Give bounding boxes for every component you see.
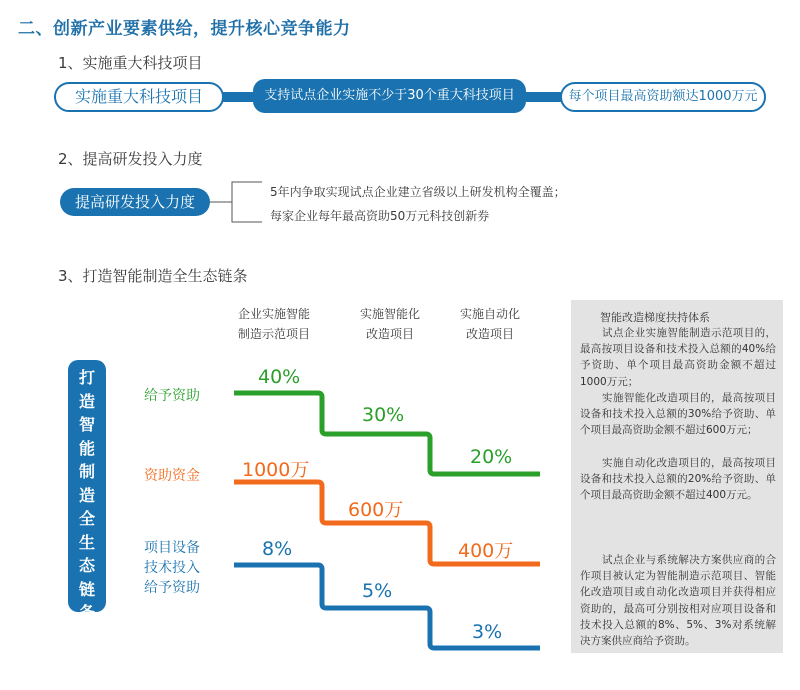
- column-header-smart: 实施智能化 改造项目: [359, 307, 420, 341]
- row-label-fund: 资助资金: [144, 468, 200, 484]
- value-fund-smart: 600万: [348, 499, 404, 521]
- value-grant-auto: 20%: [470, 446, 513, 468]
- rd-item-2: 每家企业每年最高资助50万元科技创新券: [270, 209, 490, 223]
- vertical-badge-text: 打 造 智 能 制 造 全 生 态 链 条: [78, 368, 95, 622]
- note-title: 智能改造梯度扶持体系: [600, 311, 710, 324]
- column-header-demo: 企业实施智能 制造示范项目: [237, 307, 310, 341]
- project-count-pill: 支持试点企业实施不少于30个重大科技项目: [253, 79, 526, 113]
- page-title: 二、创新产业要素供给，提升核心竞争能力: [18, 19, 351, 39]
- value-grant-smart: 30%: [362, 404, 405, 426]
- section3-heading: 3、打造智能制造全生态链条: [58, 267, 248, 285]
- row-label-equipment: 项目设备 技术投入 给予资助: [144, 540, 200, 596]
- value-equipment-auto: 3%: [472, 621, 503, 643]
- value-fund-auto: 400万: [458, 540, 514, 562]
- rd-item-1: 5年内争取实现试点企业建立省级以上研发机构全覆盖；: [270, 185, 566, 199]
- project-funding-pill: 每个项目最高资助额达1000万元: [560, 82, 766, 112]
- value-equipment-smart: 5%: [362, 580, 393, 602]
- note-paragraph-1: 试点企业实施智能制造示范项目的，最高按项目设备和技术投入总额的40%给予资助、单个项目最高资助金额不超过1000万元；: [580, 327, 776, 388]
- row-label-grant: 给予资助: [144, 388, 200, 404]
- value-equipment-demo: 8%: [262, 538, 293, 560]
- note-paragraph-4: 试点企业与系统解决方案供应商的合作项目被认定为智能制造示范项目、智能化改造项目或自动化改造项目并获得相应资助的，最高可分别按相对应项目设备和技术投入总额的8%、5%、3%对系统解决方案供应商给予资助。: [580, 554, 776, 648]
- value-fund-demo: 1000万: [242, 459, 310, 481]
- column-header-auto: 实施自动化 改造项目: [459, 307, 520, 341]
- note-paragraph-3: 实施自动化改造项目的，最高按项目设备和技术投入总额的20%给予资助、单个项目最高资助金额不超过400万元。: [580, 457, 776, 502]
- value-grant-demo: 40%: [258, 366, 301, 388]
- note-paragraph-2: 实施智能化改造项目的，最高按项目设备和技术投入总额的30%给予资助、单个项目最高资助金额不超过600万元；: [580, 392, 776, 437]
- section2-heading: 2、提高研发投入力度: [58, 150, 203, 168]
- rd-label-pill: 提高研发投入力度: [60, 188, 210, 216]
- section1-heading: 1、实施重大科技项目: [58, 54, 203, 72]
- project-label-pill: 实施重大科技项目: [54, 82, 224, 112]
